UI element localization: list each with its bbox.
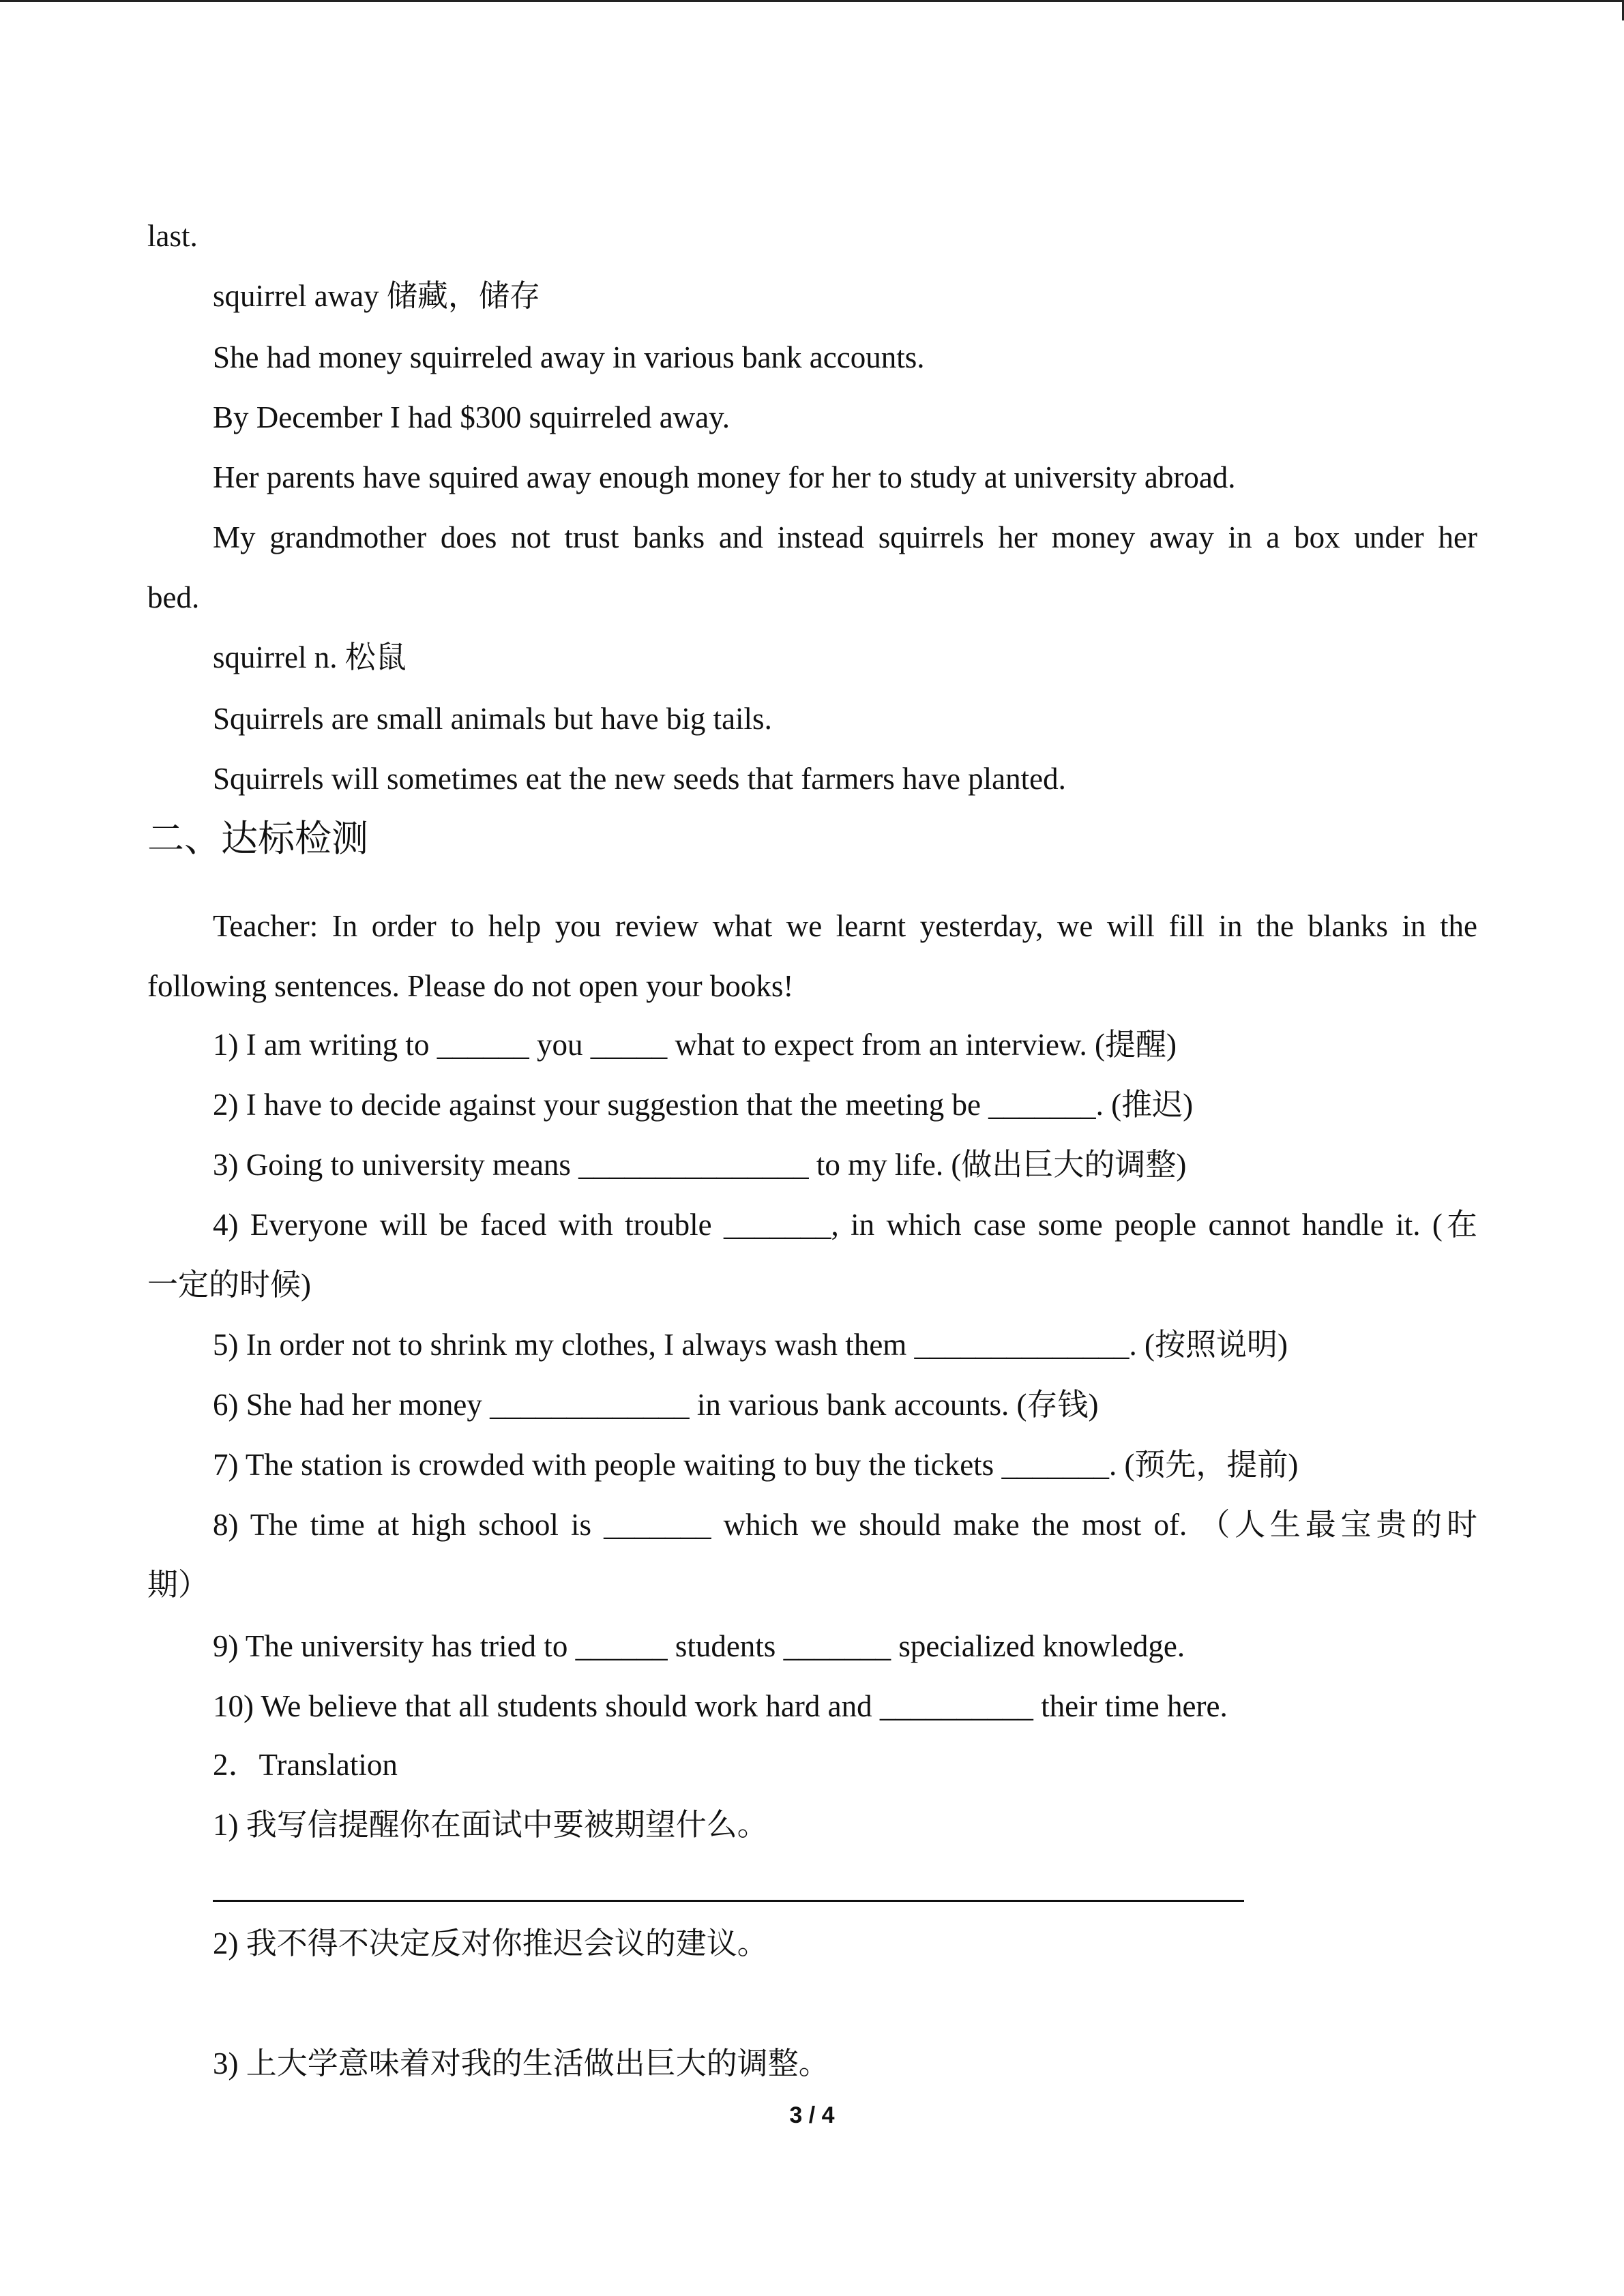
page-number: 3 / 4 — [789, 2102, 835, 2128]
translation-item: 3) 上大学意味着对我的生活做出巨大的调整。 — [213, 2046, 829, 2081]
translation-item: 2) 我不得不决定反对你推迟会议的建议。 — [213, 1926, 768, 1960]
translation-item: 1) 我写信提醒你在面试中要被期望什么。 — [213, 1808, 768, 1842]
example-sentence: Her parents have squired away enough money for her to study at university abroad. — [213, 460, 1236, 494]
vocab-entry: squirrel away 储藏，储存 — [213, 279, 540, 313]
fill-blank-question: 3) Going to university means _______________ to my life. (做出巨大的调整) — [213, 1148, 1187, 1182]
fill-blank-question: 6) She had her money _____________ in various bank accounts. (存钱) — [213, 1388, 1099, 1422]
example-sentence: My grandmother does not trust banks and instead squirrels her money away in a box under her — [213, 520, 1477, 554]
example-sentence: By December I had $300 squirreled away. — [213, 400, 730, 434]
fill-blank-question-cont: 期） — [147, 1568, 209, 1602]
fill-blank-question: 9) The university has tried to ______ students _______ specialized knowledge. — [213, 1629, 1185, 1663]
example-sentence: She had money squirreled away in various bank accounts. — [213, 340, 925, 374]
part-heading: 2．Translation — [213, 1748, 398, 1782]
instruction-text: Teacher: In order to help you review what we learnt yesterday, we will fill in the blanks in the — [213, 909, 1477, 943]
section-heading: 二、达标检测 — [147, 818, 368, 859]
fill-blank-question: 5) In order not to shrink my clothes, I always wash them ______________. (按照说明) — [213, 1328, 1288, 1362]
fill-blank-question: 4) Everyone will be faced with trouble _______, in which case some people cannot handle it. (在 — [213, 1208, 1477, 1242]
instruction-text-cont: following sentences. Please do not open your books! — [147, 969, 794, 1003]
fill-blank-question-cont: 一定的时候) — [147, 1268, 311, 1302]
fill-blank-question: 2) I have to decide against your suggestion that the meeting be _______. (推迟) — [213, 1088, 1194, 1122]
vocab-entry: squirrel n. 松鼠 — [213, 640, 407, 674]
fill-blank-question: 8) The time at high school is _______ which we should make the most of. （人生最宝贵的时 — [213, 1508, 1477, 1542]
text-line: last. — [147, 219, 198, 253]
fill-blank-question: 7) The station is crowded with people waiting to buy the tickets _______. (预先，提前) — [213, 1448, 1299, 1482]
example-sentence: Squirrels will sometimes eat the new seeds that farmers have planted. — [213, 762, 1066, 796]
page-top-border — [0, 0, 1624, 2]
answer-line — [213, 1900, 1244, 1902]
example-sentence: Squirrels are small animals but have big tails. — [213, 702, 772, 736]
fill-blank-question: 10) We believe that all students should work hard and __________ their time here. — [213, 1689, 1228, 1723]
example-sentence-cont: bed. — [147, 580, 200, 614]
fill-blank-question: 1) I am writing to ______ you _____ what to expect from an interview. (提醒) — [213, 1028, 1177, 1062]
